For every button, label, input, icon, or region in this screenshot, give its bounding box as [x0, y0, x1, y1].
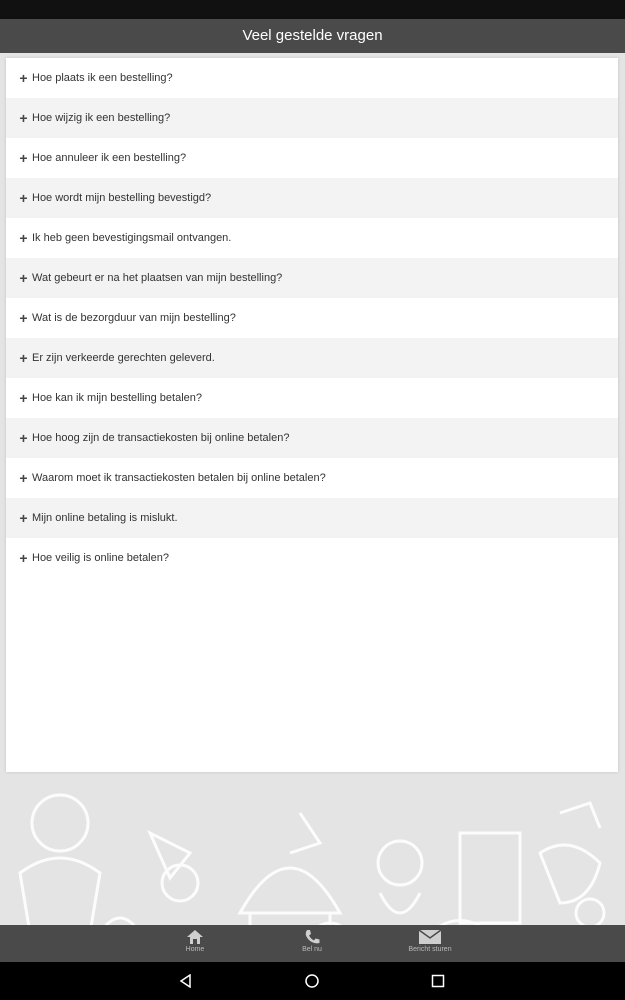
faq-item[interactable]	[6, 418, 618, 458]
plus-icon: +	[19, 470, 28, 486]
plus-icon: +	[19, 270, 28, 286]
faq-question: Ik heb geen bevestigingsmail ontvangen.	[32, 232, 232, 244]
plus-icon: +	[19, 550, 28, 566]
faq-item[interactable]	[6, 58, 618, 98]
faq-item[interactable]	[6, 338, 618, 378]
page-title: Veel gestelde vragen	[0, 19, 625, 53]
home-circle-icon	[305, 974, 319, 988]
call-label: Bel nu	[302, 946, 322, 953]
faq-item[interactable]	[6, 458, 618, 498]
faq-item[interactable]	[6, 138, 618, 178]
faq-question: Wat is de bezorgduur van mijn bestelling?	[32, 312, 236, 324]
faq-item[interactable]	[6, 258, 618, 298]
plus-icon: +	[19, 110, 28, 126]
plus-icon: +	[19, 390, 28, 406]
message-button[interactable]	[385, 925, 475, 962]
faq-question: Waarom moet ik transactiekosten betalen bij online betalen?	[32, 472, 326, 484]
faq-item[interactable]	[6, 98, 618, 138]
recents-icon	[431, 974, 445, 988]
home-button[interactable]	[150, 925, 240, 962]
recents-button[interactable]	[418, 962, 458, 1000]
faq-item[interactable]	[6, 298, 618, 338]
home-icon	[186, 929, 204, 945]
faq-question: Hoe kan ik mijn bestelling betalen?	[32, 392, 202, 404]
faq-question: Hoe wijzig ik een bestelling?	[32, 112, 171, 124]
back-icon	[179, 974, 193, 988]
plus-icon: +	[19, 510, 28, 526]
plus-icon: +	[19, 70, 28, 86]
plus-icon: +	[19, 310, 28, 326]
plus-icon: +	[19, 230, 28, 246]
message-label: Bericht sturen	[408, 946, 452, 953]
system-home-button[interactable]	[292, 962, 332, 1000]
faq-list	[6, 58, 618, 772]
plus-icon: +	[19, 430, 28, 446]
faq-item[interactable]	[6, 538, 618, 578]
faq-question: Hoe annuleer ik een bestelling?	[32, 152, 187, 164]
call-button[interactable]	[267, 925, 357, 962]
faq-question: Mijn online betaling is mislukt.	[32, 512, 178, 524]
faq-question: Hoe veilig is online betalen?	[32, 552, 169, 564]
faq-question: Er zijn verkeerde gerechten geleverd.	[32, 352, 215, 364]
faq-item[interactable]	[6, 378, 618, 418]
mail-icon	[418, 929, 442, 945]
faq-item[interactable]	[6, 178, 618, 218]
back-button[interactable]	[166, 962, 206, 1000]
plus-icon: +	[19, 190, 28, 206]
faq-question: Hoe hoog zijn de transactiekosten bij online betalen?	[32, 432, 290, 444]
faq-question: Hoe wordt mijn bestelling bevestigd?	[32, 192, 212, 204]
faq-item[interactable]	[6, 498, 618, 538]
faq-item[interactable]	[6, 218, 618, 258]
faq-question: Hoe plaats ik een bestelling?	[32, 72, 173, 84]
faq-question: Wat gebeurt er na het plaatsen van mijn bestelling?	[32, 272, 283, 284]
system-navigation-bar	[0, 962, 625, 1000]
status-bar	[0, 0, 625, 19]
bottom-navigation	[0, 925, 625, 962]
phone-icon	[303, 929, 321, 945]
home-label: Home	[185, 946, 205, 953]
plus-icon: +	[19, 350, 28, 366]
plus-icon: +	[19, 150, 28, 166]
